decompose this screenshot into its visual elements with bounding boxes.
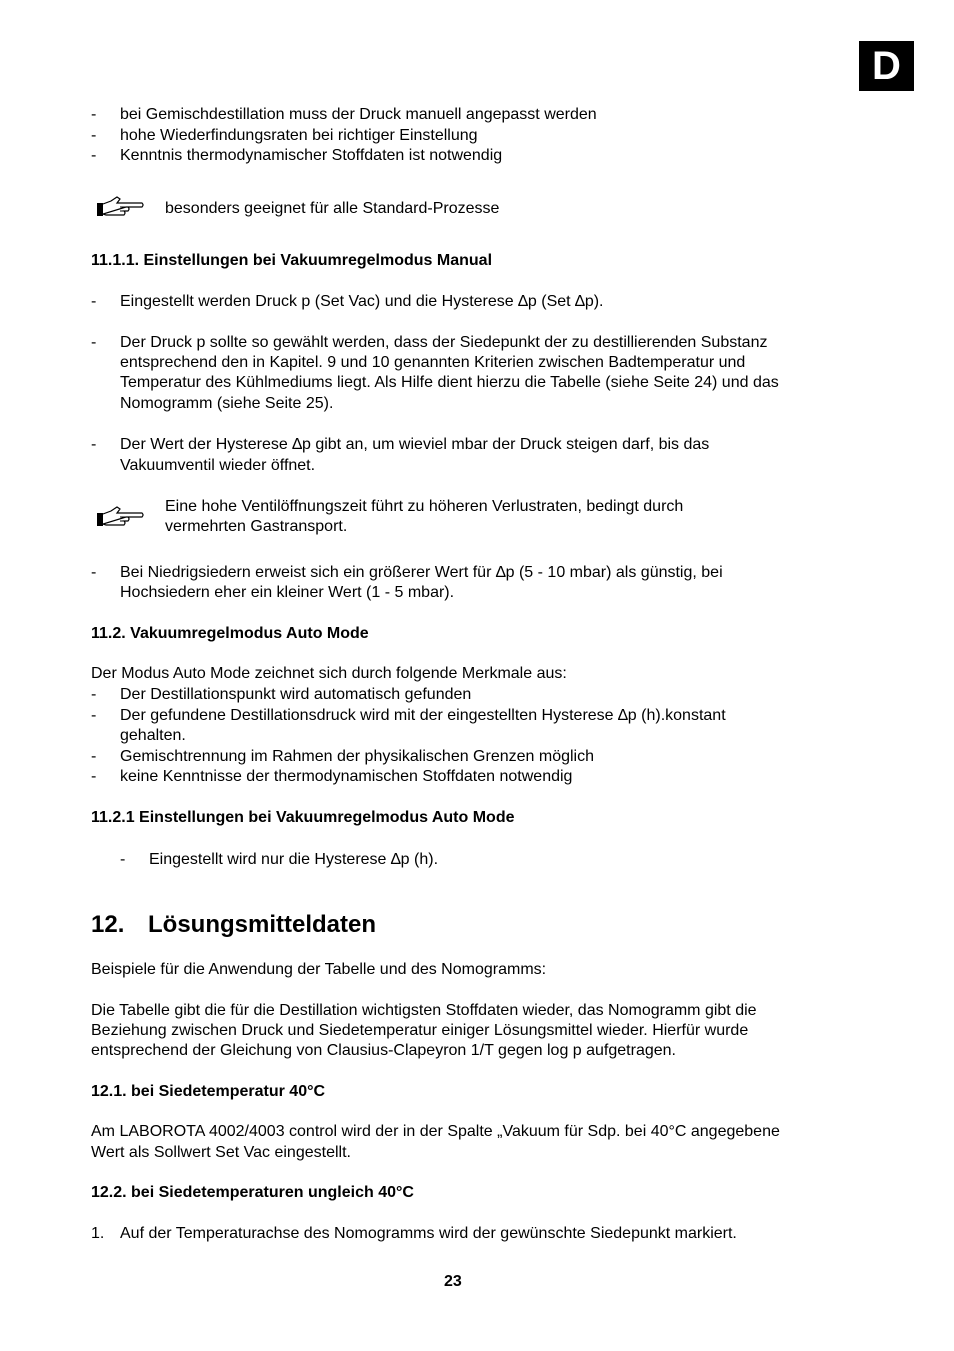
paragraph-line: Beziehung zwischen Druck und Siedetemperatur einiger Lösungsmittel wieder. Hierfür wurde — [91, 1022, 749, 1039]
list-number: 1. — [91, 1225, 105, 1242]
list-item-line: Hochsiedern eher ein kleiner Wert (1 - 5 mbar). — [120, 584, 455, 601]
list-item: Auf der Temperaturachse des Nomogramms wird der gewünschte Siedepunkt markiert. — [120, 1225, 737, 1242]
note-text: Eine hohe Ventilöffnungszeit führt zu höheren Verlustraten, bedingt durch — [165, 498, 684, 515]
section-heading: 11.1.1. Einstellungen bei Vakuumregelmodus Manual — [91, 252, 493, 269]
list-item: bei Gemischdestillation muss der Druck manuell angepasst werden — [120, 106, 597, 123]
section-heading: 11.2. Vakuumregelmodus Auto Mode — [91, 625, 369, 642]
paragraph-line: Die Tabelle gibt die für die Destillation wichtigsten Stoffdaten wieder, das Nomogramm gibt die — [91, 1002, 757, 1019]
list-dash: - — [120, 851, 126, 868]
note-text: vermehrten Gastransport. — [165, 518, 348, 535]
list-dash: - — [91, 106, 97, 123]
note-text: besonders geeignet für alle Standard-Prozesse — [165, 200, 500, 217]
chapter-title: Lösungsmitteldaten — [148, 911, 377, 938]
list-item-line: Nomogramm (siehe Seite 25). — [120, 395, 334, 412]
language-badge: D — [859, 41, 914, 91]
paragraph-line: Wert als Sollwert Set Vac eingestellt. — [91, 1144, 351, 1161]
list-item-line: Der Druck p sollte so gewählt werden, dass der Siedepunkt der zu destillierenden Substanz — [120, 334, 768, 351]
list-item: Der Destillationspunkt wird automatisch gefunden — [120, 686, 472, 703]
pointing-hand-icon — [96, 195, 144, 219]
list-item: Gemischtrennung im Rahmen der physikalischen Grenzen möglich — [120, 748, 594, 765]
page-number: 23 — [444, 1273, 462, 1290]
section-heading: 12.1. bei Siedetemperatur 40°C — [91, 1083, 326, 1100]
paragraph: Beispiele für die Anwendung der Tabelle und des Nomogramms: — [91, 961, 547, 978]
pointing-hand-icon — [96, 505, 144, 529]
section-heading: 11.2.1 Einstellungen bei Vakuumregelmodus Auto Mode — [91, 809, 515, 826]
list-dash: - — [91, 564, 97, 581]
list-item: Eingestellt wird nur die Hysterese ∆p (h). — [149, 851, 439, 868]
list-item-line: Temperatur des Kühlmediums liegt. Als Hilfe dient hierzu die Tabelle (siehe Seite 24) und das — [120, 374, 779, 391]
list-item-line: gehalten. — [120, 727, 186, 744]
list-dash: - — [91, 686, 97, 703]
section-heading: 12.2. bei Siedetemperaturen ungleich 40°C — [91, 1184, 414, 1201]
list-dash: - — [91, 147, 97, 164]
list-item-line: entsprechend den in Kapitel. 9 und 10 genannten Kriterien zwischen Badtemperatur und — [120, 354, 746, 371]
list-dash: - — [91, 127, 97, 144]
list-dash: - — [91, 768, 97, 785]
paragraph-line: entsprechend der Gleichung von Clausius-Clapeyron 1/T gegen log p aufgetragen. — [91, 1042, 676, 1059]
list-item-line: Vakuumventil wieder öffnet. — [120, 457, 316, 474]
paragraph: Der Modus Auto Mode zeichnet sich durch folgende Merkmale aus: — [91, 665, 567, 682]
list-item: Eingestellt werden Druck p (Set Vac) und die Hysterese ∆p (Set ∆p). — [120, 293, 604, 310]
chapter-number: 12. — [91, 911, 125, 938]
list-item: Kenntnis thermodynamischer Stoffdaten ist notwendig — [120, 147, 503, 164]
list-dash: - — [91, 293, 97, 310]
list-item: hohe Wiederfindungsraten bei richtiger Einstellung — [120, 127, 478, 144]
paragraph-line: Am LABOROTA 4002/4003 control wird der in der Spalte „Vakuum für Sdp. bei 40°C angegebene — [91, 1123, 780, 1140]
list-dash: - — [91, 436, 97, 453]
list-item: keine Kenntnisse der thermodynamischen Stoffdaten notwendig — [120, 768, 573, 785]
list-dash: - — [91, 748, 97, 765]
list-item-line: Bei Niedrigsiedern erweist sich ein größerer Wert für ∆p (5 - 10 mbar) als günstig, bei — [120, 564, 723, 581]
list-item-line: Der Wert der Hysterese ∆p gibt an, um wieviel mbar der Druck steigen darf, bis das — [120, 436, 710, 453]
list-item-line: Der gefundene Destillationsdruck wird mit der eingestellten Hysterese ∆p (h).konstant — [120, 707, 726, 724]
list-dash: - — [91, 707, 97, 724]
list-dash: - — [91, 334, 97, 351]
